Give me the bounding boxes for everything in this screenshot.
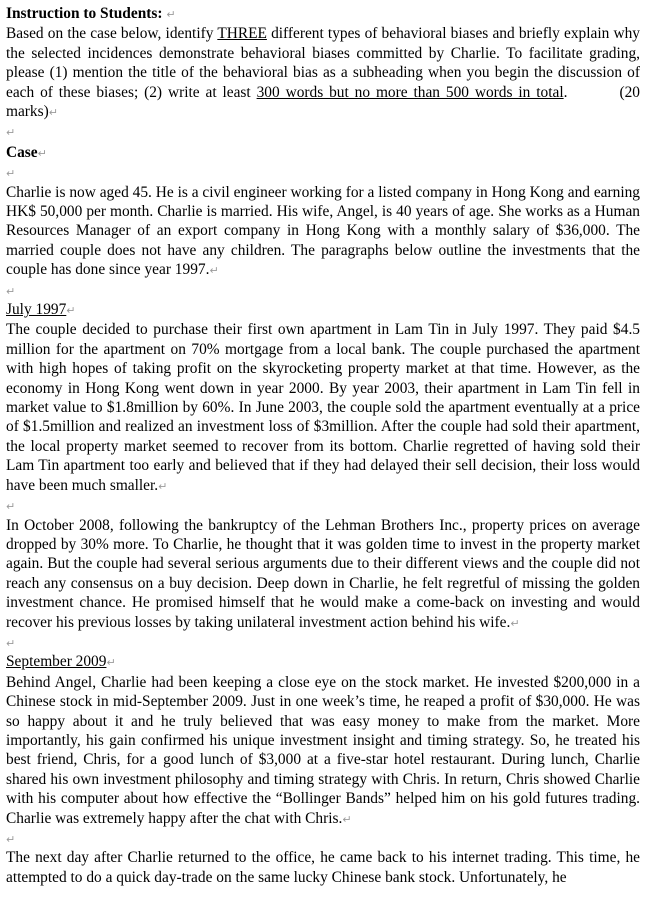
sept-2009-paragraph-1 (6, 673, 640, 829)
case-heading: Case (6, 143, 38, 161)
sept-2009-paragraph-2 (6, 848, 640, 887)
instruction-text-1: Based on the case below, identify (6, 25, 218, 43)
empty-paragraph (6, 496, 640, 515)
paragraph-mark-icon: ↵ (6, 832, 16, 846)
paragraph-mark-icon: ↵ (166, 8, 176, 21)
case-intro-paragraph (6, 183, 640, 281)
sept-2009-heading-line (6, 652, 640, 672)
case-heading-line (6, 143, 640, 163)
paragraph-mark-icon: ↵ (158, 479, 168, 493)
empty-paragraph (6, 633, 640, 652)
july-1997-paragraph-2 (6, 516, 640, 633)
paragraph-mark-icon: ↵ (6, 126, 16, 140)
paragraph-mark-icon: ↵ (106, 656, 116, 670)
instruction-heading: Instruction to Students: (6, 5, 163, 22)
empty-paragraph (6, 122, 640, 141)
paragraph-mark-icon: ↵ (66, 304, 76, 318)
july-1997-paragraph-1 (6, 320, 640, 496)
instruction-text-3: . (563, 83, 568, 101)
paragraph-mark-icon: ↵ (209, 264, 219, 278)
instruction-marks: (20 marks) (6, 83, 640, 121)
instruction-three: THREE (217, 25, 267, 43)
instruction-paragraph (6, 4, 640, 122)
empty-paragraph (6, 829, 640, 848)
sept-2009-text-1: Behind Angel, Charlie had been keeping a close eye on the stock market. He invested $200,000 in a Chinese stock in mid-September 2009. Just in one week’s time, he reaped a profit of $30,000. He was so happy about it and he truly believed that was easy money to make from the market. More importantly, his gain confirmed his unique investment insight and timing strategy. So, he treated his best friend, Chris, for a good lunch of $3,000 at a five-star hotel restaurant. During lunch, Charlie shared his own investment philosophy and timing strategy with Chris. In return, Chris showed Charlie with his computer about how effective the “Bollinger Bands” helped him on his gold futures trading. Charlie was extremely happy after the chat with Chris. (6, 673, 640, 827)
paragraph-mark-icon: ↵ (48, 106, 58, 120)
july-1997-heading: July 1997 (6, 301, 67, 319)
empty-paragraph (6, 281, 640, 300)
paragraph-mark-icon: ↵ (6, 167, 16, 181)
instruction-text-2: different types of behavioral biases and briefly explain why the selected incidences demonstrate behavioral biases committed by Charlie. To facilitate grading, please (1) mention the title of the behavioral bias as a subheading when you begin the discussion of each of these biases; (2) write at least (6, 25, 640, 101)
paragraph-mark-icon: ↵ (6, 636, 16, 650)
instruction-word-limit: 300 words but no more than 500 words in total (256, 83, 564, 101)
paragraph-mark-icon: ↵ (6, 500, 16, 514)
paragraph-mark-icon: ↵ (6, 284, 16, 298)
sept-2009-heading: September 2009 (6, 653, 107, 671)
july-1997-text-1: The couple decided to purchase their first own apartment in Lam Tin in July 1997. They paid $4.5 million for the apartment on 70% mortgage from a local bank. The couple purchased the apartment with high hopes of taking profit on the skyrocketing property market at that time. However, as the economy in Hong Kong went down in year 2000. By year 2003, their apartment in Lam Tin fell in market value to $1.8million by 60%. In June 2003, the couple sold the apartment eventually at a price of $1.5million and realized an investment loss of $3million. After the couple had sold their apartment, the local property market seemed to recover from its bottom. Charlie regretted of having sold their Lam Tin apartment too early and believed that if they had delayed their sell decision, their loss would have been much smaller. (6, 321, 640, 494)
empty-paragraph (6, 163, 640, 182)
paragraph-mark-icon: ↵ (510, 616, 520, 630)
paragraph-mark-icon: ↵ (342, 812, 352, 826)
july-1997-heading-line (6, 300, 640, 320)
case-intro-text: Charlie is now aged 45. He is a civil engineer working for a listed company in Hong Kong and earning HK$ 50,000 per month. Charlie is married. His wife, Angel, is 40 years of age. She works as a Human Resources Manager of an export company in Hong Kong with a monthly salary of $36,000. The married couple does not have any children. The paragraphs below outline the investments that the couple has done since year 1997. (6, 183, 640, 279)
july-1997-text-2: In October 2008, following the bankruptcy of the Lehman Brothers Inc., property prices on average dropped by 30% more. To Charlie, he thought that it was golden time to invest in the property market again. But the couple had several serious arguments due to their different views and the couple did not reach any consensus on a buy decision. Deep down in Charlie, he felt regretful of missing the golden investment chance. He promised himself that he would make a come-back on investing and would recover his previous losses by taking unilateral investment action behind his wife. (6, 516, 640, 631)
paragraph-mark-icon: ↵ (37, 146, 47, 160)
sept-2009-text-2: The next day after Charlie returned to the office, he came back to his internet trading. This time, he attempted to do a quick day-trade on the same lucky Chinese bank stock. Unfortunately, he (6, 849, 640, 886)
